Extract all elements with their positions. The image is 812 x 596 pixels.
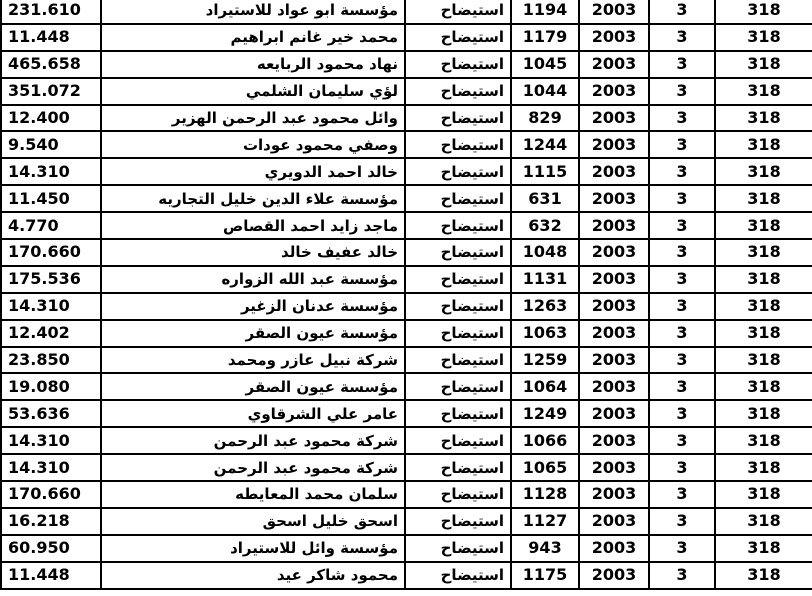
table-row: [1, 454, 812, 481]
class-cell[interactable]: 3: [649, 293, 715, 320]
table-body: [1, 0, 812, 589]
code-cell[interactable]: 318: [715, 562, 812, 589]
type-cell[interactable]: استيضاح: [405, 239, 511, 266]
name-cell[interactable]: مؤسسة عبد الله الزواره: [101, 266, 405, 293]
type-cell[interactable]: استيضاح: [405, 24, 511, 51]
amount-cell[interactable]: 53.636: [1, 400, 101, 427]
year-cell[interactable]: 2003: [579, 51, 649, 78]
code-cell[interactable]: 318: [715, 212, 812, 239]
amount-cell[interactable]: 4.770: [1, 212, 101, 239]
amount-cell[interactable]: 9.540: [1, 131, 101, 158]
year-cell[interactable]: 2003: [579, 508, 649, 535]
amount-cell[interactable]: 231.610: [1, 0, 101, 24]
year-cell[interactable]: 2003: [579, 212, 649, 239]
class-cell[interactable]: 3: [649, 562, 715, 589]
year-cell[interactable]: 2003: [579, 427, 649, 454]
number-cell[interactable]: 1127: [511, 508, 579, 535]
amount-cell[interactable]: 23.850: [1, 347, 101, 374]
number-cell[interactable]: 1064: [511, 373, 579, 400]
name-cell[interactable]: نهاد محمود الربايعه: [101, 51, 405, 78]
name-cell[interactable]: محمد خير غانم ابراهيم: [101, 24, 405, 51]
year-cell[interactable]: 2003: [579, 131, 649, 158]
table-row: [1, 427, 812, 454]
year-cell[interactable]: 2003: [579, 105, 649, 132]
type-cell[interactable]: استيضاح: [405, 51, 511, 78]
class-cell[interactable]: 3: [649, 347, 715, 374]
table-row: [1, 105, 812, 132]
class-cell[interactable]: 3: [649, 212, 715, 239]
number-cell[interactable]: 1249: [511, 400, 579, 427]
type-cell[interactable]: استيضاح: [405, 158, 511, 185]
code-cell[interactable]: 318: [715, 185, 812, 212]
name-cell[interactable]: سلمان محمد المعايطه: [101, 481, 405, 508]
type-cell[interactable]: استيضاح: [405, 427, 511, 454]
type-cell[interactable]: استيضاح: [405, 0, 511, 24]
amount-cell[interactable]: 12.400: [1, 105, 101, 132]
table-row: [1, 131, 812, 158]
year-cell[interactable]: 2003: [579, 293, 649, 320]
class-cell[interactable]: 3: [649, 535, 715, 562]
class-cell[interactable]: 3: [649, 51, 715, 78]
number-cell[interactable]: 631: [511, 185, 579, 212]
number-cell[interactable]: 829: [511, 105, 579, 132]
type-cell[interactable]: استيضاح: [405, 454, 511, 481]
code-cell[interactable]: 318: [715, 400, 812, 427]
number-cell[interactable]: 1045: [511, 51, 579, 78]
table-row: [1, 347, 812, 374]
type-cell[interactable]: استيضاح: [405, 293, 511, 320]
table-row: [1, 158, 812, 185]
name-cell[interactable]: مؤسسة وائل للاستيراد: [101, 535, 405, 562]
name-cell[interactable]: مؤسسة علاء الدين خليل التجاريه: [101, 185, 405, 212]
type-cell[interactable]: استيضاح: [405, 212, 511, 239]
code-cell[interactable]: 318: [715, 24, 812, 51]
number-cell[interactable]: 943: [511, 535, 579, 562]
class-cell[interactable]: 3: [649, 158, 715, 185]
year-cell[interactable]: 2003: [579, 400, 649, 427]
year-cell[interactable]: 2003: [579, 78, 649, 105]
type-cell[interactable]: استيضاح: [405, 320, 511, 347]
type-cell[interactable]: استيضاح: [405, 535, 511, 562]
code-cell[interactable]: 318: [715, 0, 812, 24]
type-cell[interactable]: استيضاح: [405, 185, 511, 212]
class-cell[interactable]: 3: [649, 24, 715, 51]
code-cell[interactable]: 318: [715, 293, 812, 320]
type-cell[interactable]: استيضاح: [405, 266, 511, 293]
table-row: [1, 320, 812, 347]
number-cell[interactable]: 1048: [511, 239, 579, 266]
name-cell[interactable]: مؤسسة عدنان الزغير: [101, 293, 405, 320]
amount-cell[interactable]: 16.218: [1, 508, 101, 535]
name-cell[interactable]: وائل محمود عبد الرحمن الهزير: [101, 105, 405, 132]
name-cell[interactable]: خالد عفيف خالد: [101, 239, 405, 266]
name-cell[interactable]: لؤي سليمان الشلمي: [101, 78, 405, 105]
name-cell[interactable]: شركة محمود عبد الرحمن: [101, 454, 405, 481]
code-cell[interactable]: 318: [715, 320, 812, 347]
number-cell[interactable]: 1115: [511, 158, 579, 185]
code-cell[interactable]: 318: [715, 266, 812, 293]
year-cell[interactable]: 2003: [579, 266, 649, 293]
name-cell[interactable]: مؤسسة ابو عواد للاستيراد: [101, 0, 405, 24]
number-cell[interactable]: 1194: [511, 0, 579, 24]
class-cell[interactable]: 3: [649, 427, 715, 454]
type-cell[interactable]: استيضاح: [405, 400, 511, 427]
number-cell[interactable]: 1131: [511, 266, 579, 293]
type-cell[interactable]: استيضاح: [405, 481, 511, 508]
code-cell[interactable]: 318: [715, 105, 812, 132]
type-cell[interactable]: استيضاح: [405, 131, 511, 158]
name-cell[interactable]: شركة محمود عبد الرحمن: [101, 427, 405, 454]
code-cell[interactable]: 318: [715, 535, 812, 562]
amount-cell[interactable]: 465.658: [1, 51, 101, 78]
code-cell[interactable]: 318: [715, 131, 812, 158]
type-cell[interactable]: استيضاح: [405, 373, 511, 400]
number-cell[interactable]: 1179: [511, 24, 579, 51]
code-cell[interactable]: 318: [715, 347, 812, 374]
number-cell[interactable]: 1065: [511, 454, 579, 481]
number-cell[interactable]: 1128: [511, 481, 579, 508]
year-cell[interactable]: 2003: [579, 24, 649, 51]
year-cell[interactable]: 2003: [579, 562, 649, 589]
class-cell[interactable]: 3: [649, 78, 715, 105]
code-cell[interactable]: 318: [715, 373, 812, 400]
year-cell[interactable]: 2003: [579, 535, 649, 562]
amount-cell[interactable]: 170.660: [1, 481, 101, 508]
number-cell[interactable]: 1044: [511, 78, 579, 105]
table-row: [1, 373, 812, 400]
amount-cell[interactable]: 14.310: [1, 454, 101, 481]
table-row: [1, 239, 812, 266]
amount-cell[interactable]: 11.450: [1, 185, 101, 212]
class-cell[interactable]: 3: [649, 481, 715, 508]
table-row: [1, 481, 812, 508]
name-cell[interactable]: مؤسسة عيون الصقر: [101, 373, 405, 400]
name-cell[interactable]: شركة نبيل عازر ومحمد: [101, 347, 405, 374]
name-cell[interactable]: محمود شاكر عيد: [101, 562, 405, 589]
code-cell[interactable]: 318: [715, 158, 812, 185]
type-cell[interactable]: استيضاح: [405, 562, 511, 589]
year-cell[interactable]: 2003: [579, 320, 649, 347]
class-cell[interactable]: 3: [649, 266, 715, 293]
number-cell[interactable]: 632: [511, 212, 579, 239]
table-row: [1, 562, 812, 589]
type-cell[interactable]: استيضاح: [405, 347, 511, 374]
type-cell[interactable]: استيضاح: [405, 105, 511, 132]
class-cell[interactable]: 3: [649, 185, 715, 212]
number-cell[interactable]: 1259: [511, 347, 579, 374]
table-row: [1, 535, 812, 562]
class-cell[interactable]: 3: [649, 320, 715, 347]
year-cell[interactable]: 2003: [579, 454, 649, 481]
amount-cell[interactable]: 14.310: [1, 158, 101, 185]
class-cell[interactable]: 3: [649, 105, 715, 132]
class-cell[interactable]: 3: [649, 454, 715, 481]
amount-cell[interactable]: 19.080: [1, 373, 101, 400]
name-cell[interactable]: ماجد زايد احمد القصاص: [101, 212, 405, 239]
year-cell[interactable]: 2003: [579, 347, 649, 374]
class-cell[interactable]: 3: [649, 0, 715, 24]
code-cell[interactable]: 318: [715, 454, 812, 481]
amount-cell[interactable]: 11.448: [1, 24, 101, 51]
number-cell[interactable]: 1066: [511, 427, 579, 454]
year-cell[interactable]: 2003: [579, 239, 649, 266]
number-cell[interactable]: 1244: [511, 131, 579, 158]
class-cell[interactable]: 3: [649, 508, 715, 535]
year-cell[interactable]: 2003: [579, 373, 649, 400]
table-row: [1, 51, 812, 78]
year-cell[interactable]: 2003: [579, 158, 649, 185]
name-cell[interactable]: خالد احمد الدويري: [101, 158, 405, 185]
class-cell[interactable]: 3: [649, 373, 715, 400]
number-cell[interactable]: 1175: [511, 562, 579, 589]
table-row: [1, 508, 812, 535]
table-row: [1, 24, 812, 51]
code-cell[interactable]: 318: [715, 481, 812, 508]
name-cell[interactable]: مؤسسة عيون الصقر: [101, 320, 405, 347]
amount-cell[interactable]: 351.072: [1, 78, 101, 105]
code-cell[interactable]: 318: [715, 51, 812, 78]
table-row: [1, 212, 812, 239]
amount-cell[interactable]: 14.310: [1, 293, 101, 320]
table-row: [1, 0, 812, 24]
table-row: [1, 266, 812, 293]
table-row: [1, 78, 812, 105]
type-cell[interactable]: استيضاح: [405, 78, 511, 105]
code-cell[interactable]: 318: [715, 239, 812, 266]
table-row: [1, 400, 812, 427]
amount-cell[interactable]: 60.950: [1, 535, 101, 562]
class-cell[interactable]: 3: [649, 400, 715, 427]
code-cell[interactable]: 318: [715, 78, 812, 105]
number-cell[interactable]: 1263: [511, 293, 579, 320]
class-cell[interactable]: 3: [649, 239, 715, 266]
name-cell[interactable]: اسحق خليل اسحق: [101, 508, 405, 535]
table-row: [1, 293, 812, 320]
amount-cell[interactable]: 175.536: [1, 266, 101, 293]
amount-cell[interactable]: 11.448: [1, 562, 101, 589]
number-cell[interactable]: 1063: [511, 320, 579, 347]
code-cell[interactable]: 318: [715, 427, 812, 454]
type-cell[interactable]: استيضاح: [405, 508, 511, 535]
amount-cell[interactable]: 170.660: [1, 239, 101, 266]
year-cell[interactable]: 2003: [579, 0, 649, 24]
code-cell[interactable]: 318: [715, 508, 812, 535]
name-cell[interactable]: عامر علي الشرقاوي: [101, 400, 405, 427]
name-cell[interactable]: وصفي محمود عودات: [101, 131, 405, 158]
amount-cell[interactable]: 12.402: [1, 320, 101, 347]
table-row: [1, 185, 812, 212]
year-cell[interactable]: 2003: [579, 185, 649, 212]
year-cell[interactable]: 2003: [579, 481, 649, 508]
class-cell[interactable]: 3: [649, 131, 715, 158]
amount-cell[interactable]: 14.310: [1, 427, 101, 454]
